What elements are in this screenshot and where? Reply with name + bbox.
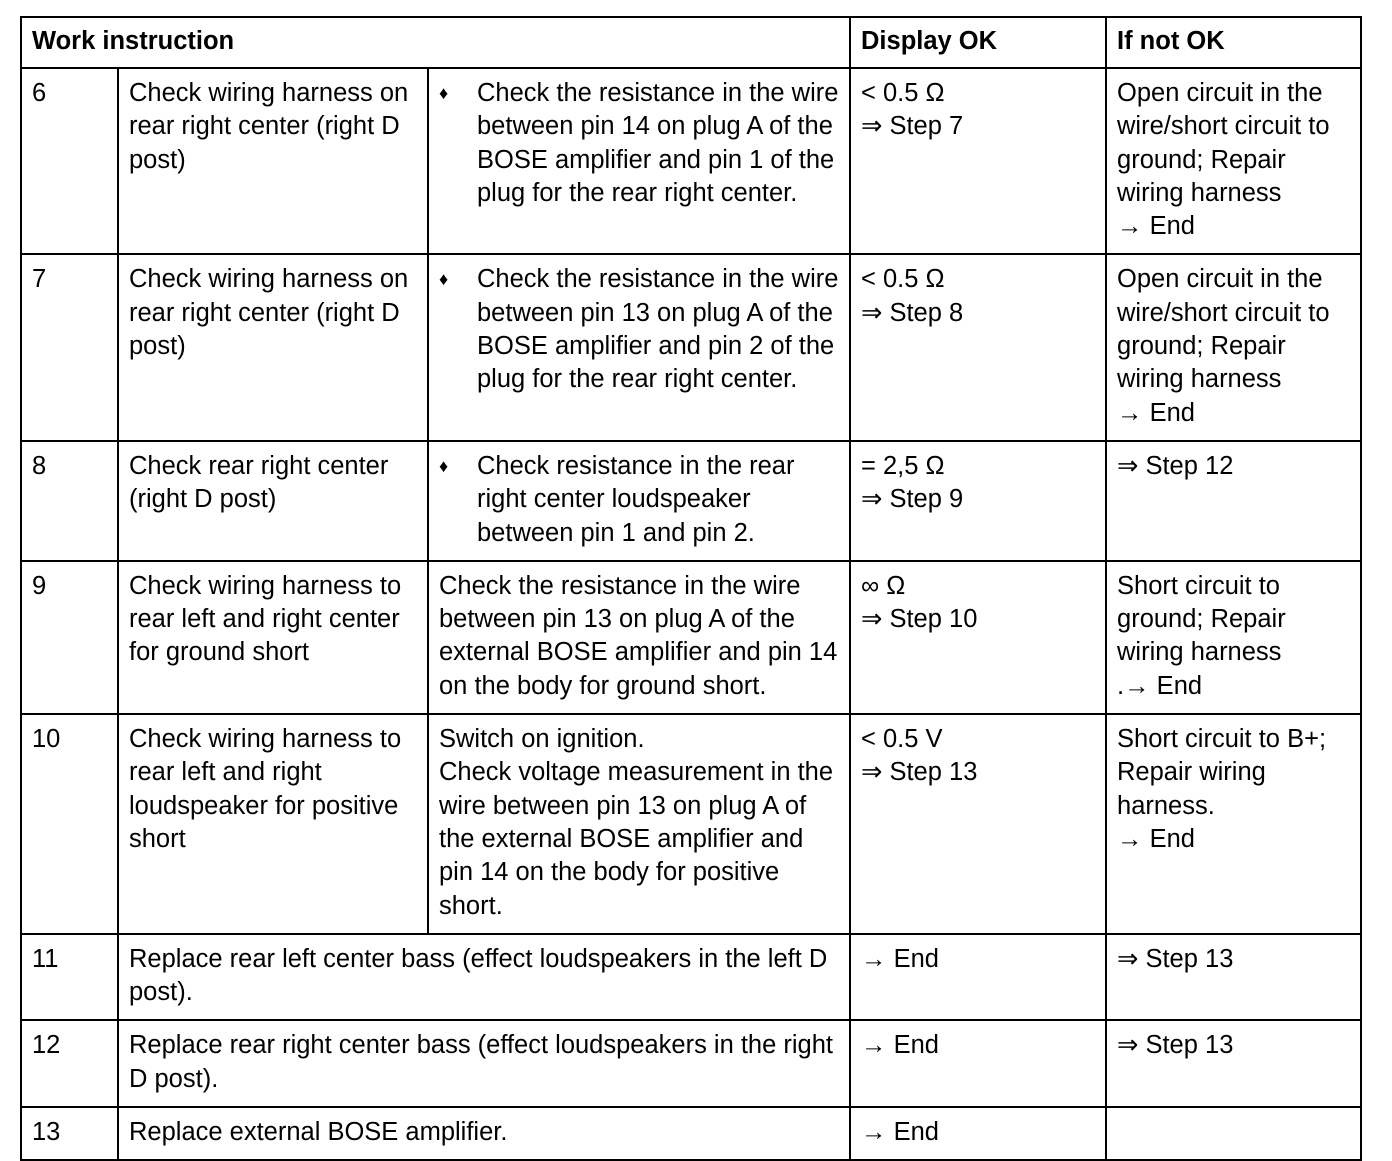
instruction-text: Check the resistance in the wire between pin 13 on plug A of the external BOSE amplifier and pin 14 on the body for ground short. xyxy=(428,561,850,714)
not-ok-next: → End xyxy=(1117,824,1195,853)
not-ok-next: ⇒ Step 12 xyxy=(1117,451,1234,480)
table-row xyxy=(21,254,1361,440)
table-header-row xyxy=(21,17,1361,68)
instruction-cell xyxy=(428,714,850,934)
header-work-instruction: Work instruction xyxy=(21,17,850,68)
not-ok-next: .→ End xyxy=(1117,671,1203,700)
step-number: 6 xyxy=(21,68,118,254)
ok-next-step: ⇒ Step 7 xyxy=(861,112,964,141)
display-ok-cell xyxy=(850,68,1106,254)
display-ok-cell xyxy=(850,254,1106,440)
not-ok-remedy: Short circuit to ground; Repair wiring harness xyxy=(1117,571,1286,667)
check-description: Check rear right center (right D post) xyxy=(118,441,428,561)
step-number: 7 xyxy=(21,254,118,440)
if-not-ok-cell xyxy=(1106,254,1361,440)
step-number: 13 xyxy=(21,1107,118,1160)
ok-next-step: ⇒ Step 9 xyxy=(861,485,964,514)
table-row xyxy=(21,561,1361,714)
display-ok-cell xyxy=(850,561,1106,714)
step-number: 11 xyxy=(21,934,118,1021)
instruction-cell xyxy=(428,441,850,561)
not-ok-remedy: Short circuit to B+; Repair wiring harness. xyxy=(1117,725,1327,820)
instruction-text: Check resistance in the rear right center loudspeaker between pin 1 and pin 2. xyxy=(477,451,795,547)
table-row xyxy=(21,1107,1361,1160)
if-not-ok-cell xyxy=(1106,561,1361,714)
not-ok-remedy: Open circuit in the wire/short circuit to ground; Repair wiring harness xyxy=(1117,265,1330,394)
not-ok-next: → End xyxy=(1117,212,1195,241)
step-number: 8 xyxy=(21,441,118,561)
ok-next-step: ⇒ Step 10 xyxy=(861,605,978,634)
display-ok-cell xyxy=(850,441,1106,561)
if-not-ok-cell xyxy=(1106,441,1361,561)
check-description: Check wiring harness to rear left and right center for ground short xyxy=(118,561,428,714)
ok-value: ∞ Ω xyxy=(861,571,906,600)
ok-next-step: → End xyxy=(850,934,1106,1021)
header-display-ok: Display OK xyxy=(850,17,1106,68)
ok-next-step: → End xyxy=(850,1020,1106,1107)
ok-value: < 0.5 Ω xyxy=(861,79,945,107)
work-instruction-table xyxy=(20,16,1362,1161)
instruction-text: Switch on ignition. xyxy=(439,725,645,754)
not-ok-next: → End xyxy=(1117,398,1195,427)
diamond-bullet-icon: ♦ xyxy=(439,455,449,476)
header-if-not-ok: If not OK xyxy=(1106,17,1361,68)
action-description: Replace external BOSE amplifier. xyxy=(118,1107,850,1160)
instruction-text: Check voltage measurement in the wire between pin 13 on plug A of the external BOSE amplifier and pin 14 on the body for positive short. xyxy=(439,758,834,920)
instruction-text: Check the resistance in the wire between pin 13 on plug A of the BOSE amplifier and pin 2 of the plug for the rear right center. xyxy=(477,265,839,394)
action-description: Replace rear left center bass (effect loudspeakers in the left D post). xyxy=(118,934,850,1021)
not-ok-next: ⇒ Step 13 xyxy=(1106,934,1361,1021)
if-not-ok-cell xyxy=(1106,714,1361,934)
check-description: Check wiring harness on rear right center (right D post) xyxy=(118,254,428,440)
table-row xyxy=(21,934,1361,1021)
table-row xyxy=(21,1020,1361,1107)
display-ok-cell xyxy=(850,714,1106,934)
instruction-cell xyxy=(428,254,850,440)
step-number: 9 xyxy=(21,561,118,714)
diamond-bullet-icon: ♦ xyxy=(439,269,449,290)
instruction-cell xyxy=(428,68,850,254)
ok-value: < 0.5 Ω xyxy=(861,265,945,294)
check-description: Check wiring harness to rear left and right loudspeaker for positive short xyxy=(118,714,428,934)
instruction-text: Check the resistance in the wire between pin 14 on plug A of the BOSE amplifier and pin 1 of the plug for the rear right center. xyxy=(477,79,839,207)
table-row xyxy=(21,68,1361,254)
ok-next-step: → End xyxy=(850,1107,1106,1160)
ok-next-step: ⇒ Step 8 xyxy=(861,298,964,327)
step-number: 12 xyxy=(21,1020,118,1107)
not-ok-empty xyxy=(1106,1107,1361,1160)
diamond-bullet-icon: ♦ xyxy=(439,83,449,103)
check-description: Check wiring harness on rear right center (right D post) xyxy=(118,68,428,254)
step-number: 10 xyxy=(21,714,118,934)
ok-value: = 2,5 Ω xyxy=(861,451,945,480)
table-row xyxy=(21,441,1361,561)
if-not-ok-cell xyxy=(1106,68,1361,254)
not-ok-next: ⇒ Step 13 xyxy=(1106,1020,1361,1107)
ok-value: < 0.5 V xyxy=(861,725,943,754)
not-ok-remedy: Open circuit in the wire/short circuit to ground; Repair wiring harness xyxy=(1117,79,1330,207)
ok-next-step: ⇒ Step 13 xyxy=(861,758,978,787)
table-row xyxy=(21,714,1361,934)
action-description: Replace rear right center bass (effect loudspeakers in the right D post). xyxy=(118,1020,850,1107)
